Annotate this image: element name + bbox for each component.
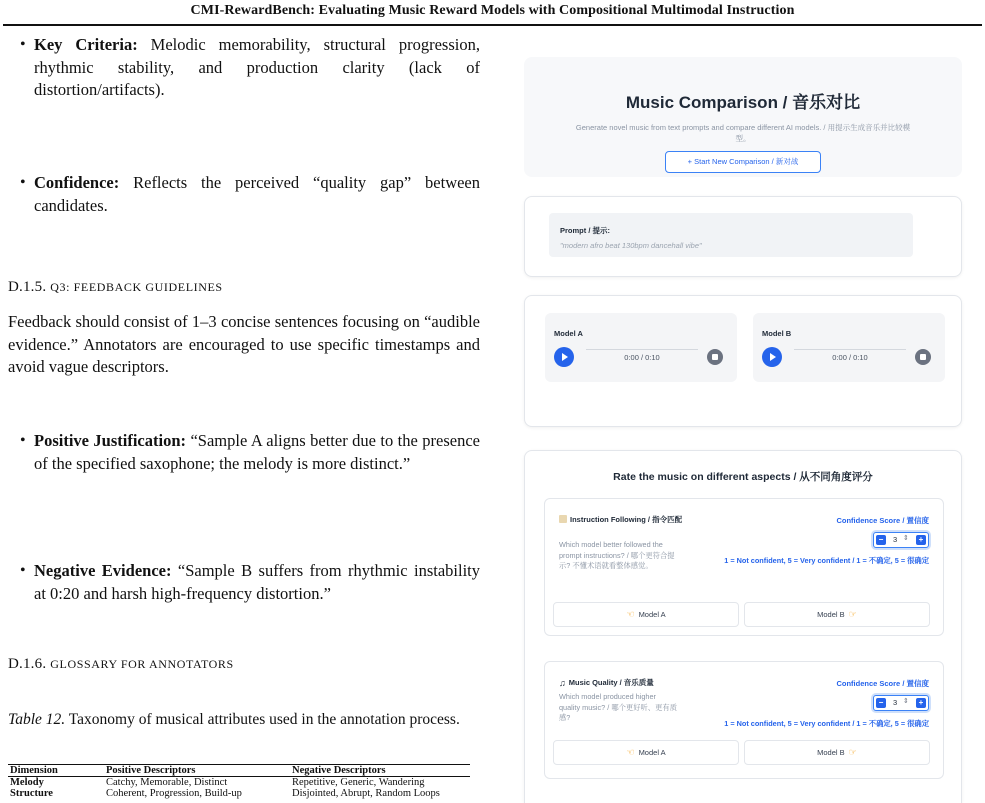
- table-cell: Disjointed, Abrupt, Random Loops: [292, 788, 440, 799]
- running-header: CMI-RewardBench: Evaluating Music Reward Models with Compositional Multimodal Instruction: [190, 3, 795, 18]
- taxonomy-table: [8, 764, 470, 799]
- table-header-cell: Dimension: [8, 765, 104, 777]
- bullet-confidence: [34, 172, 480, 217]
- progress-track[interactable]: [794, 349, 906, 350]
- bullet-text: Melodic memorability, structural progression, rhythmic stability, and production clarity (lack of distortion/artifacts).: [34, 35, 480, 99]
- bullet-text: Reflects the perceived “quality gap” between candidates.: [34, 173, 481, 215]
- confidence-stepper[interactable]: [873, 695, 929, 711]
- increment-button[interactable]: +: [916, 535, 926, 545]
- progress-track[interactable]: [586, 349, 698, 350]
- player-label: Model A: [554, 329, 583, 338]
- play-icon[interactable]: [762, 347, 782, 367]
- choice-label: Model A: [638, 748, 666, 757]
- confidence-value: 3: [893, 698, 898, 707]
- choice-label: Model B: [817, 748, 845, 757]
- bullet-term: Confidence:: [34, 173, 120, 192]
- rating-panel: [524, 450, 962, 803]
- bullet-key-criteria: [34, 34, 480, 102]
- table-header-row: [8, 765, 470, 777]
- table-row: [8, 788, 470, 799]
- confidence-label: Confidence Score / 置信度: [836, 516, 929, 525]
- decrement-button[interactable]: −: [876, 535, 886, 545]
- app-subtitle: Generate novel music from text prompts and compare different AI models. / 用提示生成音乐并比较模型。: [575, 123, 911, 143]
- music-note-icon: ♫: [559, 678, 566, 688]
- app-header-panel: [524, 57, 962, 177]
- players-panel: [524, 295, 962, 427]
- criterion-title: [559, 514, 689, 525]
- bullet-term: Negative Evidence:: [34, 561, 172, 580]
- table-caption: [8, 709, 482, 730]
- section-number: D.1.6.: [8, 656, 47, 672]
- feedback-paragraph: Feedback should consist of 1–3 concise sentences focusing on “audible evidence.” Annotators are encouraged to use specific timestamps and avoid vague descriptors.: [8, 312, 480, 376]
- time-readout: 0:00 / 0:10: [624, 353, 660, 362]
- start-new-comparison-button[interactable]: + Start New Comparison / 新对战: [665, 151, 821, 173]
- criterion-description: Which model produced higher quality music? / 哪个更好听、更有质感?: [559, 692, 677, 722]
- bullet-negative-evidence: [34, 560, 480, 605]
- criterion-card-instruction-following: [544, 498, 944, 636]
- spinner-icon[interactable]: ⇕: [903, 535, 909, 542]
- player-model-b: [753, 313, 945, 382]
- section-heading-q3: [8, 276, 223, 299]
- confidence-stepper[interactable]: [873, 532, 929, 548]
- criterion-title-text: Music Quality / 音乐质量: [568, 678, 654, 687]
- criterion-description: Which model better followed the prompt instructions? / 哪个更符合提示? 不懂术语就看整体感觉。: [559, 540, 675, 570]
- prompt-label: Prompt / 提示:: [560, 226, 610, 235]
- choose-model-b-button[interactable]: [744, 740, 930, 765]
- confidence-scale-hint: 1 = Not confident, 5 = Very confident / 1 = 不确定, 5 = 很确定: [724, 556, 929, 565]
- choice-label: Model B: [817, 610, 845, 619]
- choose-model-a-button[interactable]: [553, 602, 739, 627]
- section-heading-glossary: [8, 653, 234, 676]
- player-label: Model B: [762, 329, 792, 338]
- section-title: GLOSSARY FOR ANNOTATORS: [50, 657, 234, 671]
- bullet-text: “Sample B suffers from rhythmic instability at 0:20 and harsh high-frequency distortion.”: [34, 561, 480, 603]
- prompt-text: "modern afro beat 130bpm dancehall vibe": [560, 241, 702, 250]
- stop-icon[interactable]: [707, 349, 723, 365]
- pointing-left-icon: ☜: [626, 609, 635, 619]
- section-number: D.1.5.: [8, 279, 47, 295]
- criterion-title: [559, 677, 689, 688]
- bullet-term: Key Criteria:: [34, 35, 138, 54]
- table-cell: Repetitive, Generic, Wandering: [292, 777, 425, 788]
- pointing-right-icon: ☞: [848, 747, 857, 757]
- table-cell: Catchy, Memorable, Distinct: [106, 777, 228, 788]
- section-title: Q3: FEEDBACK GUIDELINES: [50, 280, 223, 294]
- prompt-box: [549, 213, 913, 257]
- app-title: Music Comparison / 音乐对比: [625, 93, 861, 112]
- table-row: [8, 777, 470, 789]
- table-label: Table 12.: [8, 711, 66, 728]
- stop-icon[interactable]: [915, 349, 931, 365]
- time-readout: 0:00 / 0:10: [832, 353, 868, 362]
- decrement-button[interactable]: −: [876, 698, 886, 708]
- player-model-a: [545, 313, 737, 382]
- increment-button[interactable]: +: [916, 698, 926, 708]
- rating-title: Rate the music on different aspects / 从不同角度评分: [613, 471, 873, 483]
- criterion-title-text: Instruction Following / 指令匹配: [570, 515, 683, 524]
- prompt-panel: [524, 196, 962, 277]
- pointing-left-icon: ☜: [626, 747, 635, 757]
- scroll-icon: [559, 515, 567, 523]
- table-cell: Melody: [10, 777, 44, 788]
- header-rule: [3, 24, 982, 26]
- choose-model-b-button[interactable]: [744, 602, 930, 627]
- pointing-right-icon: ☞: [848, 609, 857, 619]
- play-icon[interactable]: [554, 347, 574, 367]
- confidence-label: Confidence Score / 置信度: [836, 679, 929, 688]
- table-caption-text: Taxonomy of musical attributes used in the annotation process.: [68, 711, 460, 728]
- bullet-term: Positive Justification:: [34, 431, 187, 450]
- bullet-text: “Sample A aligns better due to the presence of the specified saxophone; the melody is more distinct.”: [34, 431, 480, 473]
- table-cell: Coherent, Progression, Build-up: [106, 788, 242, 799]
- table-header-cell: Negative Descriptors: [290, 765, 470, 777]
- table-header-cell: Positive Descriptors: [104, 765, 290, 777]
- confidence-scale-hint: 1 = Not confident, 5 = Very confident / 1 = 不确定, 5 = 很确定: [724, 719, 929, 728]
- confidence-value: 3: [893, 535, 898, 544]
- spinner-icon[interactable]: ⇕: [903, 698, 909, 705]
- bullet-positive-justification: [34, 430, 480, 475]
- table-cell: Structure: [10, 788, 53, 799]
- criterion-card-music-quality: [544, 661, 944, 779]
- choose-model-a-button[interactable]: [553, 740, 739, 765]
- choice-label: Model A: [638, 610, 666, 619]
